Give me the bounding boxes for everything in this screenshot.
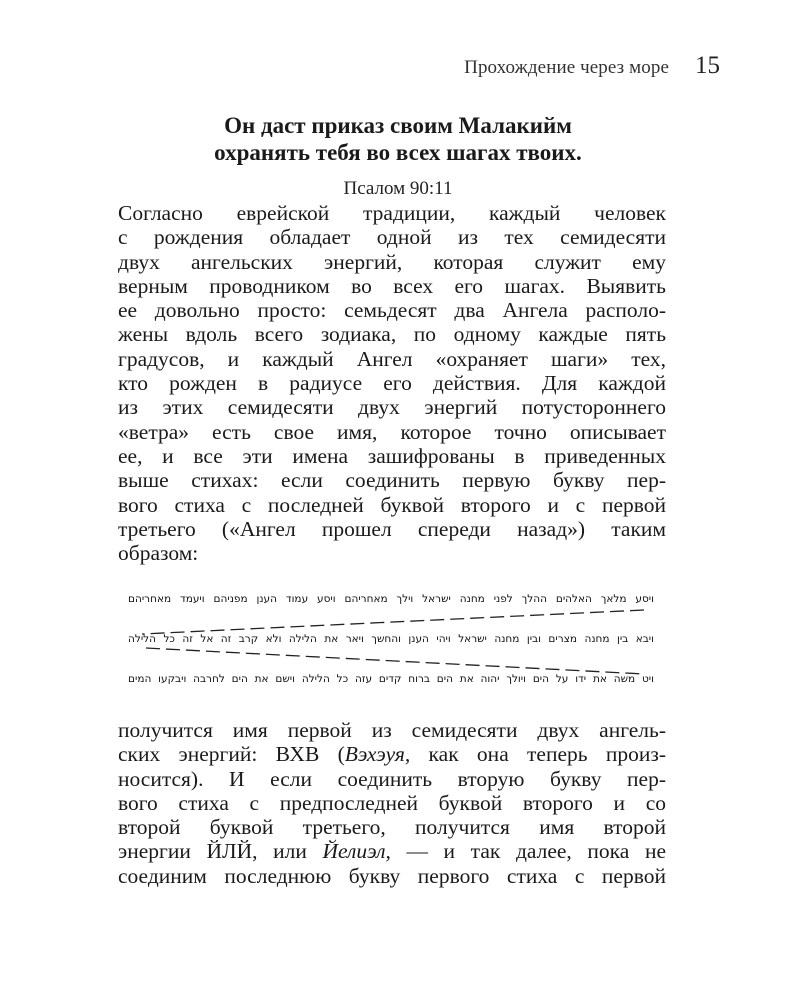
paragraph-line: образом: [118, 541, 199, 566]
paragraph-line [118, 742, 666, 766]
paragraph-line: выше стихах: если соединить первую букву пер- [118, 468, 666, 493]
text-run: энергии ЙЛЙ, или [118, 839, 323, 864]
paragraph-line: из этих семидесяти двух энергий потустороннего [118, 395, 666, 420]
paragraph-line: с рождения обладает одной из тех семидесяти [118, 225, 666, 250]
page-number: 15 [695, 52, 720, 79]
epigraph-line-2: охранять тебя во всех шагах твоих. [214, 140, 582, 165]
hebrew-verse-3: ויט משה את ידו על הים ויולך יהוה את הים ברוח קדים עזה כל הלילה וישם את הים לחרבה ויבקעו המים [128, 673, 654, 685]
connector-line-2 [146, 648, 644, 674]
epigraph [118, 112, 678, 200]
paragraph-1 [118, 201, 666, 565]
paragraph-line: получится имя первой из семидесяти двух ангель- [118, 718, 666, 742]
epigraph-text [118, 112, 678, 166]
paragraph-2 [118, 718, 666, 888]
hebrew-verses-figure [128, 588, 654, 696]
text-run: как она теперь произ- [410, 742, 666, 767]
angel-name-vehuiah: Вэхэуя, [344, 742, 411, 767]
running-head [464, 52, 720, 80]
connector-line-1 [142, 610, 644, 634]
text-run: ских энергий: ВХВ ( [118, 742, 345, 767]
hebrew-verse-1: ויסע מלאך האלהים ההלך לפני מחנה ישראל וילך מאחריהם ויסע עמוד הענן מפניהם ויעמד מאחריהם [128, 593, 654, 605]
paragraph-line: двух ангельских энергий, которая служит ему [118, 249, 666, 274]
paragraph-line: «ветра» есть свое имя, которое точно описывает [118, 419, 666, 444]
epigraph-line-1: Он даст приказ своим Малакийм [224, 113, 572, 138]
running-title: Прохождение через море [464, 57, 669, 78]
paragraph-line: третьего («Ангел прошел спереди назад») таким [118, 516, 666, 541]
paragraph-line: ее, и все эти имена зашифрованы в приведенных [118, 443, 666, 468]
hebrew-verse-2: ויבא בין מחנה מצרים ובין מחנה ישראל ויהי הענן והחשך ויאר את הלילה ולא קרב זה אל זה כל הלילה [128, 633, 654, 645]
paragraph-line: вого стиха с последней буквой второго и с первой [118, 492, 666, 517]
paragraph-line: градусов, и каждый Ангел «охраняет шаги» тех, [118, 346, 666, 371]
paragraph-line: ее довольно просто: семьдесят два Ангела располо- [118, 298, 666, 323]
paragraph-line: Согласно еврейской традиции, каждый человек [118, 201, 666, 225]
paragraph-line: верным проводником во всех его шагах. Выявить [118, 273, 666, 298]
paragraph-line: второй буквой третьего, получится имя второй [118, 815, 666, 840]
paragraph-line: носится). И если соединить вторую букву пер- [118, 766, 666, 791]
epigraph-source: Псалом 90:11 [343, 178, 453, 199]
paragraph-line [118, 839, 666, 863]
paragraph-line: жены вдоль всего зодиака, по одному каждые пять [118, 322, 666, 347]
paragraph-line: соединим последнюю букву первого стиха с первой [118, 863, 666, 888]
angel-name-yeliel: Йелиэл, [322, 839, 391, 864]
text-run: — и так далее, пока не [390, 839, 667, 864]
paragraph-line: вого стиха с предпоследней буквой второго и со [118, 790, 666, 815]
paragraph-line: кто рожден в радиусе его действия. Для каждой [118, 371, 666, 396]
